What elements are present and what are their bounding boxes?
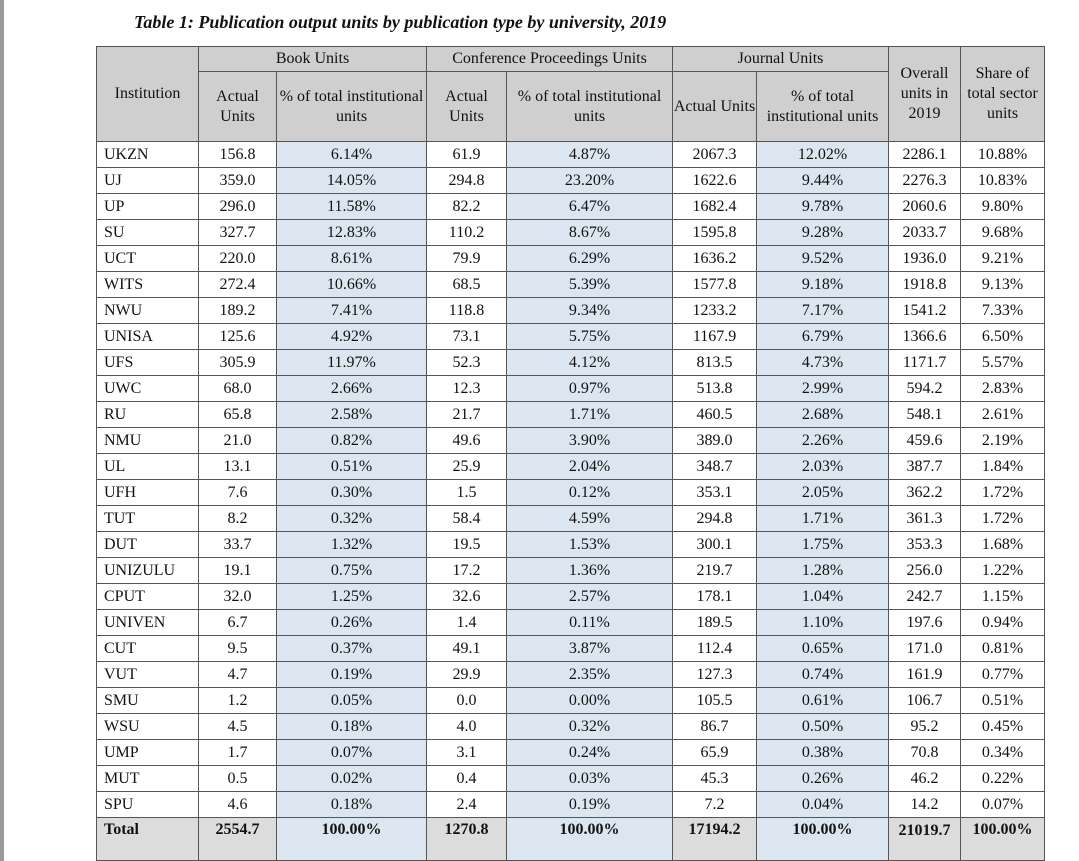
conf-pct-cell: 0.24%: [507, 740, 673, 766]
book-actual-cell: 9.5: [199, 636, 277, 662]
journal-pct-cell: 0.74%: [757, 662, 889, 688]
overall-cell: 197.6: [889, 610, 961, 636]
institution-cell: UNIZULU: [97, 558, 199, 584]
journal-pct-cell: 0.65%: [757, 636, 889, 662]
institution-cell: UKZN: [97, 142, 199, 168]
conf-pct-cell: 6.47%: [507, 194, 673, 220]
book-pct-cell: 0.18%: [277, 792, 427, 818]
book-pct-cell: 1.32%: [277, 532, 427, 558]
conf-actual-cell: 73.1: [427, 324, 507, 350]
table-row: [97, 324, 1045, 350]
journal-pct-cell: 6.79%: [757, 324, 889, 350]
journal-pct-cell: 4.73%: [757, 350, 889, 376]
share-cell: 0.34%: [961, 740, 1045, 766]
institution-cell: UFH: [97, 480, 199, 506]
journal-pct-cell: 0.50%: [757, 714, 889, 740]
table-row: [97, 272, 1045, 298]
overall-cell: 256.0: [889, 558, 961, 584]
conf-pct-cell: 3.87%: [507, 636, 673, 662]
book-pct-cell: 0.51%: [277, 454, 427, 480]
table-row: [97, 298, 1045, 324]
overall-cell: 2060.6: [889, 194, 961, 220]
book-actual-cell: 305.9: [199, 350, 277, 376]
share-cell: 1.84%: [961, 454, 1045, 480]
table-row: [97, 220, 1045, 246]
overall-cell: 1171.7: [889, 350, 961, 376]
overall-cell: 1366.6: [889, 324, 961, 350]
header-conf-pct: % of total institutional units: [507, 72, 673, 142]
table-row: [97, 636, 1045, 662]
conf-pct-cell: 0.32%: [507, 714, 673, 740]
institution-cell: SPU: [97, 792, 199, 818]
overall-cell: 387.7: [889, 454, 961, 480]
book-pct-cell: 0.37%: [277, 636, 427, 662]
share-cell: 9.68%: [961, 220, 1045, 246]
share-cell: 7.33%: [961, 298, 1045, 324]
journal-actual-cell: 105.5: [673, 688, 757, 714]
conf-actual-cell: 82.2: [427, 194, 507, 220]
conf-pct-cell: 0.97%: [507, 376, 673, 402]
book-actual-cell: 327.7: [199, 220, 277, 246]
journal-actual-cell: 348.7: [673, 454, 757, 480]
header-conf-actual: Actual Units: [427, 72, 507, 142]
total-book-actual-cell: 2554.7: [199, 818, 277, 861]
table-row: [97, 740, 1045, 766]
conf-actual-cell: 118.8: [427, 298, 507, 324]
journal-pct-cell: 2.99%: [757, 376, 889, 402]
book-pct-cell: 1.25%: [277, 584, 427, 610]
share-cell: 2.83%: [961, 376, 1045, 402]
conf-actual-cell: 68.5: [427, 272, 507, 298]
table-row: [97, 194, 1045, 220]
journal-pct-cell: 0.26%: [757, 766, 889, 792]
book-actual-cell: 21.0: [199, 428, 277, 454]
journal-actual-cell: 300.1: [673, 532, 757, 558]
journal-actual-cell: 1233.2: [673, 298, 757, 324]
book-actual-cell: 68.0: [199, 376, 277, 402]
table-row: [97, 714, 1045, 740]
overall-cell: 46.2: [889, 766, 961, 792]
conf-actual-cell: 1.5: [427, 480, 507, 506]
institution-cell: CPUT: [97, 584, 199, 610]
institution-cell: RU: [97, 402, 199, 428]
overall-cell: 106.7: [889, 688, 961, 714]
overall-cell: 1918.8: [889, 272, 961, 298]
book-actual-cell: 19.1: [199, 558, 277, 584]
page-left-edge: [0, 0, 4, 861]
total-institution-cell: Total: [97, 818, 199, 861]
book-actual-cell: 4.6: [199, 792, 277, 818]
conf-actual-cell: 12.3: [427, 376, 507, 402]
header-journal-units: Journal Units: [673, 47, 889, 72]
journal-actual-cell: 189.5: [673, 610, 757, 636]
institution-cell: DUT: [97, 532, 199, 558]
share-cell: 9.80%: [961, 194, 1045, 220]
journal-actual-cell: 112.4: [673, 636, 757, 662]
conf-pct-cell: 0.11%: [507, 610, 673, 636]
institution-cell: TUT: [97, 506, 199, 532]
book-actual-cell: 296.0: [199, 194, 277, 220]
journal-pct-cell: 2.26%: [757, 428, 889, 454]
book-actual-cell: 1.7: [199, 740, 277, 766]
book-actual-cell: 125.6: [199, 324, 277, 350]
overall-cell: 2286.1: [889, 142, 961, 168]
share-cell: 0.45%: [961, 714, 1045, 740]
total-journal-pct-cell: 100.00%: [757, 818, 889, 861]
journal-pct-cell: 12.02%: [757, 142, 889, 168]
overall-cell: 1936.0: [889, 246, 961, 272]
institution-cell: CUT: [97, 636, 199, 662]
publication-table: [96, 46, 1045, 861]
book-pct-cell: 0.18%: [277, 714, 427, 740]
table-body: [97, 142, 1045, 861]
conf-actual-cell: 19.5: [427, 532, 507, 558]
book-pct-cell: 0.32%: [277, 506, 427, 532]
conf-actual-cell: 25.9: [427, 454, 507, 480]
book-pct-cell: 0.30%: [277, 480, 427, 506]
institution-cell: UJ: [97, 168, 199, 194]
journal-actual-cell: 7.2: [673, 792, 757, 818]
book-pct-cell: 0.19%: [277, 662, 427, 688]
table-row: [97, 350, 1045, 376]
book-actual-cell: 272.4: [199, 272, 277, 298]
journal-pct-cell: 9.52%: [757, 246, 889, 272]
institution-cell: UMP: [97, 740, 199, 766]
book-pct-cell: 12.83%: [277, 220, 427, 246]
book-pct-cell: 2.58%: [277, 402, 427, 428]
journal-actual-cell: 1595.8: [673, 220, 757, 246]
journal-pct-cell: 0.38%: [757, 740, 889, 766]
book-pct-cell: 4.92%: [277, 324, 427, 350]
share-cell: 1.72%: [961, 480, 1045, 506]
conf-pct-cell: 23.20%: [507, 168, 673, 194]
overall-cell: 95.2: [889, 714, 961, 740]
conf-pct-cell: 2.57%: [507, 584, 673, 610]
conf-actual-cell: 52.3: [427, 350, 507, 376]
journal-pct-cell: 0.61%: [757, 688, 889, 714]
conf-actual-cell: 32.6: [427, 584, 507, 610]
table-row: [97, 428, 1045, 454]
book-actual-cell: 189.2: [199, 298, 277, 324]
total-share-cell: 100.00%: [961, 818, 1045, 861]
journal-pct-cell: 9.18%: [757, 272, 889, 298]
conf-pct-cell: 4.59%: [507, 506, 673, 532]
share-cell: 1.72%: [961, 506, 1045, 532]
conf-actual-cell: 58.4: [427, 506, 507, 532]
overall-cell: 1541.2: [889, 298, 961, 324]
share-cell: 10.83%: [961, 168, 1045, 194]
table-row: [97, 584, 1045, 610]
journal-actual-cell: 1577.8: [673, 272, 757, 298]
institution-cell: SMU: [97, 688, 199, 714]
table-row: [97, 168, 1045, 194]
book-actual-cell: 8.2: [199, 506, 277, 532]
share-cell: 0.51%: [961, 688, 1045, 714]
table-row: [97, 792, 1045, 818]
total-conf-actual-cell: 1270.8: [427, 818, 507, 861]
journal-pct-cell: 2.68%: [757, 402, 889, 428]
table-row: [97, 142, 1045, 168]
journal-actual-cell: 45.3: [673, 766, 757, 792]
overall-cell: 161.9: [889, 662, 961, 688]
table-row: [97, 506, 1045, 532]
book-actual-cell: 13.1: [199, 454, 277, 480]
total-row: [97, 818, 1045, 861]
journal-actual-cell: 178.1: [673, 584, 757, 610]
share-cell: 10.88%: [961, 142, 1045, 168]
institution-cell: UL: [97, 454, 199, 480]
book-pct-cell: 0.07%: [277, 740, 427, 766]
table-row: [97, 688, 1045, 714]
table-row: [97, 402, 1045, 428]
journal-pct-cell: 1.75%: [757, 532, 889, 558]
book-pct-cell: 11.97%: [277, 350, 427, 376]
share-cell: 6.50%: [961, 324, 1045, 350]
share-cell: 9.13%: [961, 272, 1045, 298]
conf-actual-cell: 49.6: [427, 428, 507, 454]
overall-cell: 242.7: [889, 584, 961, 610]
institution-cell: UP: [97, 194, 199, 220]
journal-actual-cell: 813.5: [673, 350, 757, 376]
conf-actual-cell: 17.2: [427, 558, 507, 584]
table-row: [97, 610, 1045, 636]
book-pct-cell: 0.02%: [277, 766, 427, 792]
header-book-actual: Actual Units: [199, 72, 277, 142]
journal-actual-cell: 219.7: [673, 558, 757, 584]
institution-cell: UWC: [97, 376, 199, 402]
table-title: Table 1: Publication output units by publication type by university, 2019: [134, 12, 667, 32]
journal-actual-cell: 1622.6: [673, 168, 757, 194]
table-row: [97, 454, 1045, 480]
institution-cell: UNISA: [97, 324, 199, 350]
table-row: [97, 766, 1045, 792]
conf-actual-cell: 0.4: [427, 766, 507, 792]
book-actual-cell: 33.7: [199, 532, 277, 558]
conf-pct-cell: 2.35%: [507, 662, 673, 688]
conf-actual-cell: 3.1: [427, 740, 507, 766]
book-actual-cell: 1.2: [199, 688, 277, 714]
journal-actual-cell: 1682.4: [673, 194, 757, 220]
conf-pct-cell: 8.67%: [507, 220, 673, 246]
conf-pct-cell: 4.87%: [507, 142, 673, 168]
total-overall-cell: 21019.7: [889, 818, 961, 861]
overall-cell: 2033.7: [889, 220, 961, 246]
conf-actual-cell: 110.2: [427, 220, 507, 246]
share-cell: 0.22%: [961, 766, 1045, 792]
conf-actual-cell: 4.0: [427, 714, 507, 740]
overall-cell: 14.2: [889, 792, 961, 818]
journal-actual-cell: 86.7: [673, 714, 757, 740]
journal-actual-cell: 65.9: [673, 740, 757, 766]
conf-pct-cell: 3.90%: [507, 428, 673, 454]
conf-actual-cell: 2.4: [427, 792, 507, 818]
book-actual-cell: 32.0: [199, 584, 277, 610]
share-cell: 9.21%: [961, 246, 1045, 272]
overall-cell: 362.2: [889, 480, 961, 506]
institution-cell: UCT: [97, 246, 199, 272]
table-row: [97, 662, 1045, 688]
header-book-units: Book Units: [199, 47, 427, 72]
table-row: [97, 376, 1045, 402]
share-cell: 0.94%: [961, 610, 1045, 636]
share-cell: 0.81%: [961, 636, 1045, 662]
book-actual-cell: 4.5: [199, 714, 277, 740]
book-pct-cell: 0.82%: [277, 428, 427, 454]
institution-cell: UNIVEN: [97, 610, 199, 636]
overall-cell: 459.6: [889, 428, 961, 454]
book-actual-cell: 359.0: [199, 168, 277, 194]
institution-cell: NMU: [97, 428, 199, 454]
book-pct-cell: 0.75%: [277, 558, 427, 584]
journal-actual-cell: 1636.2: [673, 246, 757, 272]
book-pct-cell: 11.58%: [277, 194, 427, 220]
conf-pct-cell: 5.39%: [507, 272, 673, 298]
book-pct-cell: 8.61%: [277, 246, 427, 272]
conf-pct-cell: 0.12%: [507, 480, 673, 506]
header-book-pct: % of total institutional units: [277, 72, 427, 142]
journal-pct-cell: 9.78%: [757, 194, 889, 220]
journal-pct-cell: 1.28%: [757, 558, 889, 584]
overall-cell: 361.3: [889, 506, 961, 532]
institution-cell: WITS: [97, 272, 199, 298]
header-journal-pct: % of total institutional units: [757, 72, 889, 142]
overall-cell: 171.0: [889, 636, 961, 662]
institution-cell: MUT: [97, 766, 199, 792]
header-institution: Institution: [97, 47, 199, 142]
header-sector-share: Share of total sector units: [961, 47, 1045, 142]
journal-actual-cell: 460.5: [673, 402, 757, 428]
table-row: [97, 480, 1045, 506]
institution-cell: NWU: [97, 298, 199, 324]
overall-cell: 353.3: [889, 532, 961, 558]
overall-cell: 548.1: [889, 402, 961, 428]
journal-pct-cell: 1.10%: [757, 610, 889, 636]
header-overall-units: Overall units in 2019: [889, 47, 961, 142]
book-actual-cell: 7.6: [199, 480, 277, 506]
journal-pct-cell: 1.71%: [757, 506, 889, 532]
journal-pct-cell: 7.17%: [757, 298, 889, 324]
conf-pct-cell: 6.29%: [507, 246, 673, 272]
journal-actual-cell: 513.8: [673, 376, 757, 402]
conf-actual-cell: 61.9: [427, 142, 507, 168]
book-actual-cell: 0.5: [199, 766, 277, 792]
book-actual-cell: 220.0: [199, 246, 277, 272]
share-cell: 5.57%: [961, 350, 1045, 376]
journal-actual-cell: 389.0: [673, 428, 757, 454]
share-cell: 0.77%: [961, 662, 1045, 688]
book-pct-cell: 0.26%: [277, 610, 427, 636]
table-row: [97, 246, 1045, 272]
conf-pct-cell: 9.34%: [507, 298, 673, 324]
share-cell: 0.07%: [961, 792, 1045, 818]
book-pct-cell: 10.66%: [277, 272, 427, 298]
book-actual-cell: 156.8: [199, 142, 277, 168]
book-pct-cell: 14.05%: [277, 168, 427, 194]
journal-pct-cell: 1.04%: [757, 584, 889, 610]
book-pct-cell: 0.05%: [277, 688, 427, 714]
share-cell: 1.68%: [961, 532, 1045, 558]
conf-pct-cell: 1.36%: [507, 558, 673, 584]
conf-pct-cell: 0.03%: [507, 766, 673, 792]
book-pct-cell: 6.14%: [277, 142, 427, 168]
journal-pct-cell: 9.28%: [757, 220, 889, 246]
journal-pct-cell: 2.05%: [757, 480, 889, 506]
overall-cell: 70.8: [889, 740, 961, 766]
table-row: [97, 558, 1045, 584]
journal-actual-cell: 127.3: [673, 662, 757, 688]
conf-actual-cell: 79.9: [427, 246, 507, 272]
institution-cell: WSU: [97, 714, 199, 740]
share-cell: 1.15%: [961, 584, 1045, 610]
book-actual-cell: 4.7: [199, 662, 277, 688]
share-cell: 1.22%: [961, 558, 1045, 584]
journal-actual-cell: 2067.3: [673, 142, 757, 168]
conf-pct-cell: 4.12%: [507, 350, 673, 376]
header-conference-units: Conference Proceedings Units: [427, 47, 673, 72]
overall-cell: 594.2: [889, 376, 961, 402]
table-row: [97, 532, 1045, 558]
total-conf-pct-cell: 100.00%: [507, 818, 673, 861]
conf-pct-cell: 2.04%: [507, 454, 673, 480]
journal-actual-cell: 353.1: [673, 480, 757, 506]
journal-pct-cell: 2.03%: [757, 454, 889, 480]
conf-actual-cell: 294.8: [427, 168, 507, 194]
conf-actual-cell: 29.9: [427, 662, 507, 688]
journal-actual-cell: 1167.9: [673, 324, 757, 350]
total-journal-actual-cell: 17194.2: [673, 818, 757, 861]
conf-actual-cell: 21.7: [427, 402, 507, 428]
institution-cell: VUT: [97, 662, 199, 688]
conf-pct-cell: 1.53%: [507, 532, 673, 558]
conf-actual-cell: 0.0: [427, 688, 507, 714]
conf-pct-cell: 1.71%: [507, 402, 673, 428]
journal-actual-cell: 294.8: [673, 506, 757, 532]
conf-pct-cell: 0.00%: [507, 688, 673, 714]
book-pct-cell: 7.41%: [277, 298, 427, 324]
institution-cell: UFS: [97, 350, 199, 376]
total-book-pct-cell: 100.00%: [277, 818, 427, 861]
header-journal-actual: Actual Units: [673, 72, 757, 142]
book-pct-cell: 2.66%: [277, 376, 427, 402]
share-cell: 2.19%: [961, 428, 1045, 454]
conf-actual-cell: 1.4: [427, 610, 507, 636]
share-cell: 2.61%: [961, 402, 1045, 428]
overall-cell: 2276.3: [889, 168, 961, 194]
journal-pct-cell: 9.44%: [757, 168, 889, 194]
journal-pct-cell: 0.04%: [757, 792, 889, 818]
institution-cell: SU: [97, 220, 199, 246]
conf-actual-cell: 49.1: [427, 636, 507, 662]
conf-pct-cell: 0.19%: [507, 792, 673, 818]
conf-pct-cell: 5.75%: [507, 324, 673, 350]
book-actual-cell: 6.7: [199, 610, 277, 636]
book-actual-cell: 65.8: [199, 402, 277, 428]
